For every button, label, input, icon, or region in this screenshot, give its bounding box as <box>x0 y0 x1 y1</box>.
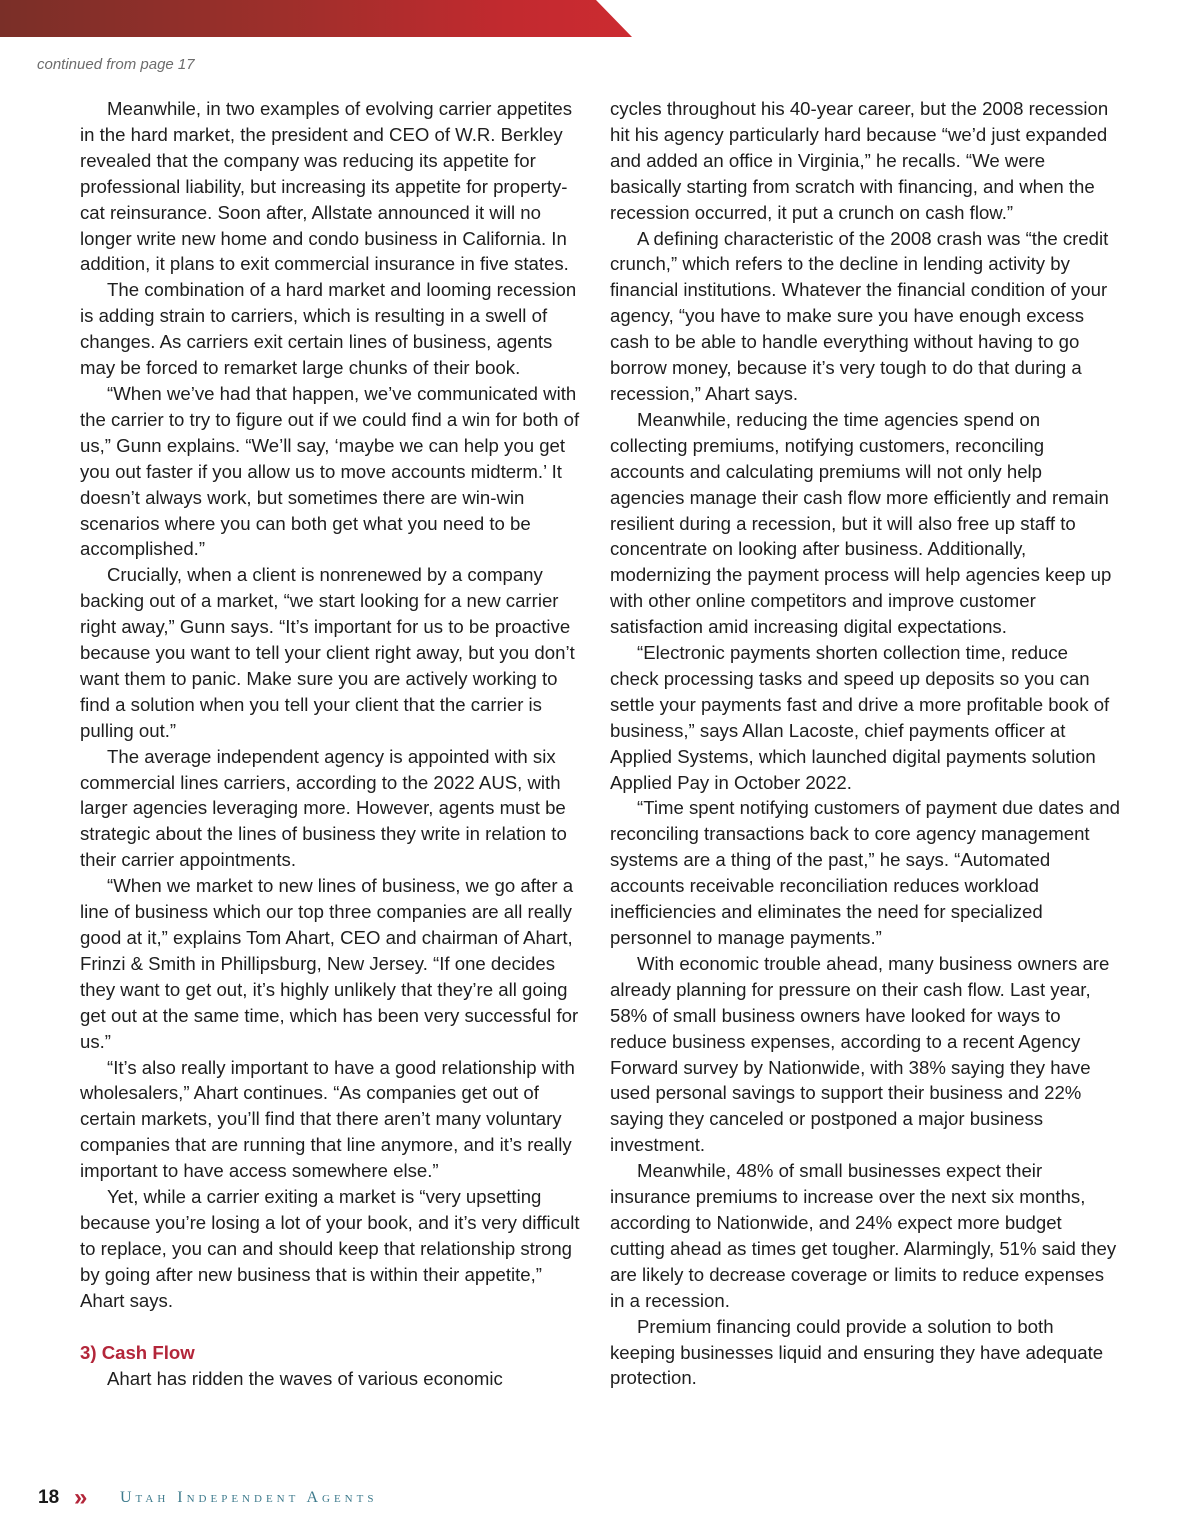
left-column <box>80 96 590 1391</box>
chevron-right-icon: » <box>74 1484 88 1511</box>
paragraph: “It’s also really important to have a good relationship with wholesalers,” Ahart continues. “As companies get out of certain markets, you’ll find that there aren’t many voluntary companies that are running that line anymore, and it’s really important to have access somewhere else.” <box>80 1056 575 1182</box>
right-column <box>610 96 1120 1391</box>
paragraph: Meanwhile, reducing the time agencies spend on collecting premiums, notifying customers, reconciling accounts and calculating premiums will not only help agencies manage their cash flow more efficiently and remain resilient during a recession, but it will also free up staff to concentrate on looking after business. Additionally, modernizing the payment process will help agencies keep up with other online competitors and improve customer satisfaction amid increasing digital expectations. <box>610 408 1112 638</box>
paragraph: With economic trouble ahead, many business owners are already planning for pressure on their cash flow. Last year, 58% of small business owners have looked for ways to reduce business expenses, according to a recent Agency Forward survey by Nationwide, with 38% saying they have used personal savings to support their business and 22% saying they canceled or postponed a major business investment. <box>610 952 1110 1156</box>
paragraph: Meanwhile, in two examples of evolving carrier appetites in the hard market, the president and CEO of W.R. Berkley revealed that the company was reducing its appetite for professional liability, but increasing its appetite for property-cat reinsurance. Soon after, Allstate announced it will no longer write new home and condo business in California. In addition, it plans to exit commercial insurance in five states. <box>80 98 573 275</box>
paragraph: A defining characteristic of the 2008 crash was “the credit crunch,” which refers to the decline in lending activity by financial institutions. Whatever the financial condition of your agency, “you have to make sure you have enough excess cash to be able to handle everything without having to go borrow money, because it’s very tough to do that during a recession,” Ahart says. <box>610 227 1109 404</box>
page-number: 18 <box>38 1487 60 1508</box>
paragraph: “When we’ve had that happen, we’ve communicated with the carrier to try to figure out if we could find a win for both of us,” Gunn explains. “We’ll say, ‘maybe we can help you get you out faster if you allow us to move accounts midterm.’ It doesn’t always work, but sometimes there are win-win scenarios where you can both get what you need to be accomplished.” <box>80 382 580 560</box>
paragraph: Meanwhile, 48% of small businesses expect their insurance premiums to increase over the next six months, according to Nationwide, and 24% expect more budget cutting ahead as times get tougher. Alarmingly, 51% said they are likely to decrease coverage or limits to reduce expenses in a recession. <box>610 1160 1117 1311</box>
header-color-band <box>0 0 632 37</box>
paragraph: Yet, while a carrier exiting a market is “very upsetting because you’re losing a lot of your book, and it’s very difficult to replace, you can and should keep that relationship strong by going after new business that is within their appetite,” Ahart says. <box>80 1186 580 1311</box>
continued-from-note: continued from page 17 <box>37 56 195 73</box>
paragraph: Crucially, when a client is nonrenewed by a company backing out of a market, “we start looking for a new carrier right away,” Gunn says. “It’s important for us to be proactive because you want to tell your client right away, but you don’t want them to panic. Make sure you are actively working to find a solution when you tell your client that the carrier is pulling out.” <box>80 564 575 741</box>
paragraph: Ahart has ridden the waves of various economic <box>107 1367 503 1389</box>
magazine-title: Utah Independent Agents <box>120 1489 378 1506</box>
paragraph: “When we market to new lines of business, we go after a line of business which our top three companies are all really good at it,” explains Tom Ahart, CEO and chairman of Ahart, Frinzi & Smith in Phillipsburg, New Jersey. “If one decides they want to get out, it’s highly unlikely that they’re all going get out at the same time, which has been very successful for us.” <box>80 875 579 1052</box>
paragraph: “Electronic payments shorten collection time, reduce check processing tasks and speed up deposits so you can settle your payments fast and drive a more profitable book of business,” says Allan Lacoste, chief payments officer at Applied Systems, which launched digital payments solution Applied Pay in October 2022. <box>610 642 1110 793</box>
section-heading: 3) Cash Flow <box>80 1341 195 1363</box>
paragraph: “Time spent notifying customers of payment due dates and reconciling transactions back to core agency management systems are a thing of the past,” he says. “Automated accounts receivable reconciliation reduces workload inefficiencies and eliminates the need for specialized personnel to manage payments.” <box>610 797 1121 948</box>
paragraph: The combination of a hard market and looming recession is adding strain to carriers, which is resulting in a swell of changes. As carriers exit certain lines of business, agents may be forced to remarket large chunks of their book. <box>80 279 577 379</box>
paragraph-continuation: cycles throughout his 40-year career, but the 2008 recession hit his agency particularly hard because “we’d just expanded and added an office in Virginia,” he recalls. “We were basically starting from scratch with financing, and when the recession occurred, it put a crunch on cash flow.” <box>610 98 1109 223</box>
paragraph: The average independent agency is appointed with six commercial lines carriers, according to the 2022 AUS, with larger agencies leveraging more. However, agents must be strategic about the lines of business they write in relation to their carrier appointments. <box>80 745 567 871</box>
paragraph: Premium financing could provide a solution to both keeping businesses liquid and ensuring they have adequate protection. <box>610 1315 1104 1389</box>
